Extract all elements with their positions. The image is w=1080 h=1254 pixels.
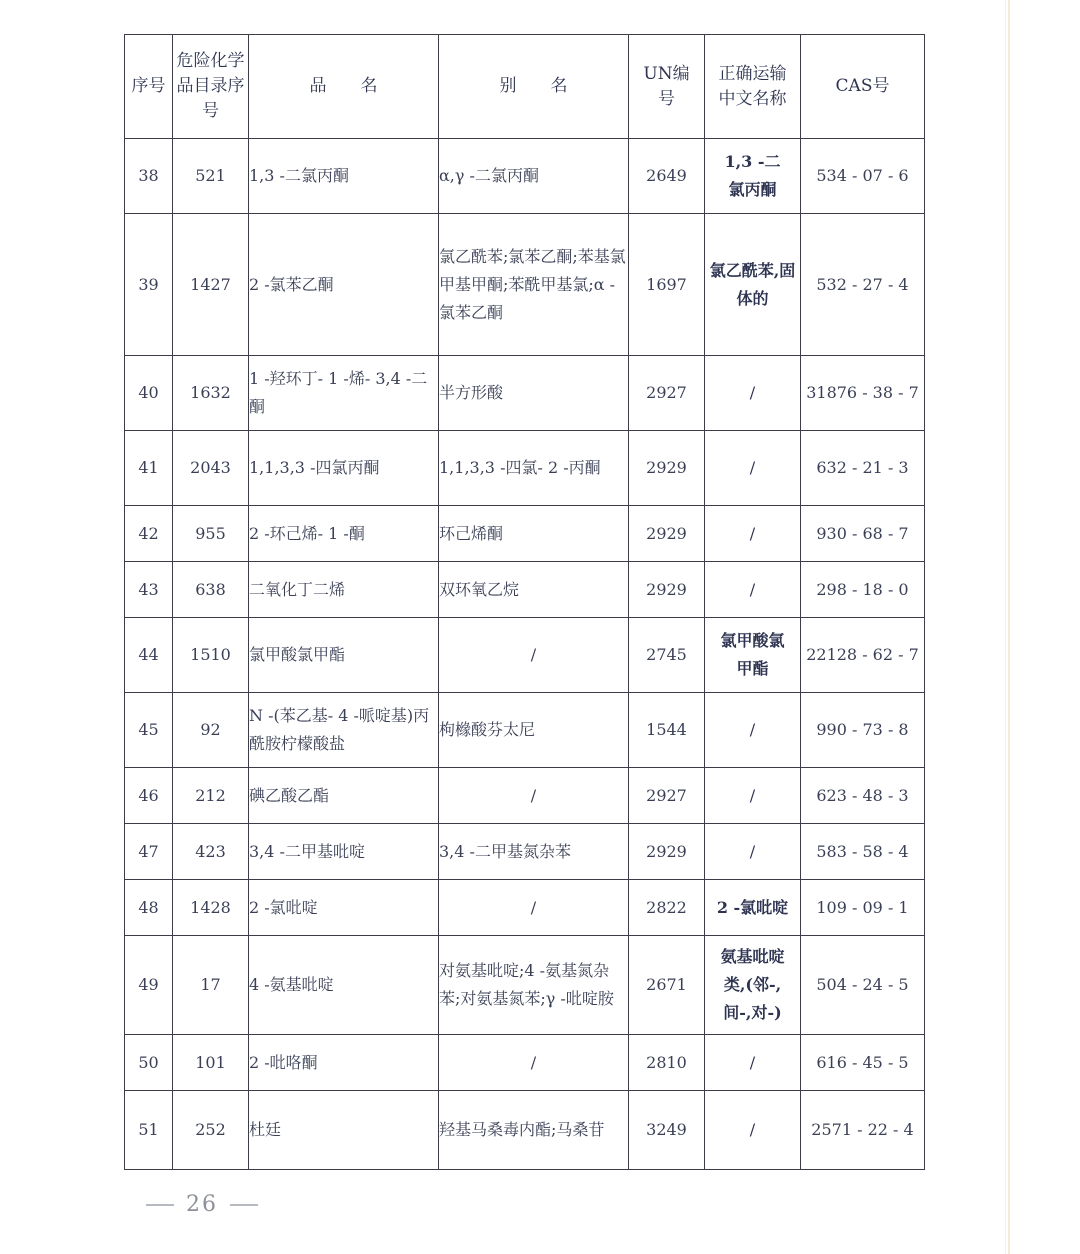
cell-un: 1697 — [629, 214, 705, 356]
cell-cas: 930 - 68 - 7 — [801, 506, 925, 562]
cell-seq: 49 — [125, 936, 173, 1035]
cell-alias: 半方形酸 — [439, 356, 629, 431]
cell-catalog: 2043 — [173, 431, 249, 506]
cell-name: 2 -吡咯酮 — [249, 1035, 439, 1091]
cell-catalog: 1510 — [173, 618, 249, 693]
cell-catalog: 92 — [173, 693, 249, 768]
cell-catalog: 521 — [173, 139, 249, 214]
cell-cas: 504 - 24 - 5 — [801, 936, 925, 1035]
cell-name: 二氧化丁二烯 — [249, 562, 439, 618]
cell-catalog: 423 — [173, 824, 249, 880]
cell-un: 2927 — [629, 356, 705, 431]
cell-seq: 45 — [125, 693, 173, 768]
cell-cas: 2571 - 22 - 4 — [801, 1091, 925, 1170]
cell-seq: 42 — [125, 506, 173, 562]
cell-cas: 534 - 07 - 6 — [801, 139, 925, 214]
cell-seq: 47 — [125, 824, 173, 880]
cell-un: 3249 — [629, 1091, 705, 1170]
cell-name: 4 -氨基吡啶 — [249, 936, 439, 1035]
table-row — [125, 214, 925, 356]
cell-catalog: 1427 — [173, 214, 249, 356]
cell-un: 2671 — [629, 936, 705, 1035]
header-shipping: 正确运输中文名称 — [705, 35, 801, 139]
header-alias: 别 名 — [439, 35, 629, 139]
cell-shipping: / — [705, 1035, 801, 1091]
table-row — [125, 936, 925, 1035]
cell-un: 2929 — [629, 506, 705, 562]
cell-catalog: 1428 — [173, 880, 249, 936]
cell-name: 1,3 -二氯丙酮 — [249, 139, 439, 214]
cell-catalog: 212 — [173, 768, 249, 824]
cell-alias: / — [439, 1035, 629, 1091]
cell-seq: 43 — [125, 562, 173, 618]
cell-name: 碘乙酸乙酯 — [249, 768, 439, 824]
cell-name: 1,1,3,3 -四氯丙酮 — [249, 431, 439, 506]
page-footer — [134, 1192, 270, 1217]
cell-catalog: 638 — [173, 562, 249, 618]
cell-cas: 532 - 27 - 4 — [801, 214, 925, 356]
cell-shipping: 2 -氯吡啶 — [705, 880, 801, 936]
cell-catalog: 1632 — [173, 356, 249, 431]
cell-shipping: / — [705, 824, 801, 880]
cell-alias: / — [439, 618, 629, 693]
cell-seq: 48 — [125, 880, 173, 936]
cell-alias: 3,4 -二甲基氮杂苯 — [439, 824, 629, 880]
cell-seq: 38 — [125, 139, 173, 214]
cell-un: 2810 — [629, 1035, 705, 1091]
cell-name: 2 -环己烯- 1 -酮 — [249, 506, 439, 562]
cell-cas: 298 - 18 - 0 — [801, 562, 925, 618]
cell-alias: 对氨基吡啶;4 -氨基氮杂苯;对氨基氮苯;γ -吡啶胺 — [439, 936, 629, 1035]
cell-alias: 氯乙酰苯;氯苯乙酮;苯基氯甲基甲酮;苯酰甲基氯;α -氯苯乙酮 — [439, 214, 629, 356]
cell-alias: / — [439, 768, 629, 824]
cell-shipping: / — [705, 506, 801, 562]
cell-name: N -(苯乙基- 4 -哌啶基)丙酰胺柠檬酸盐 — [249, 693, 439, 768]
cell-shipping: / — [705, 356, 801, 431]
table-row — [125, 824, 925, 880]
table-row — [125, 618, 925, 693]
cell-seq: 46 — [125, 768, 173, 824]
cell-un: 2822 — [629, 880, 705, 936]
header-seq: 序号 — [125, 35, 173, 139]
cell-catalog: 252 — [173, 1091, 249, 1170]
cell-cas: 22128 - 62 - 7 — [801, 618, 925, 693]
cell-name: 杜廷 — [249, 1091, 439, 1170]
cell-cas: 990 - 73 - 8 — [801, 693, 925, 768]
table-row — [125, 768, 925, 824]
cell-seq: 41 — [125, 431, 173, 506]
cell-name: 3,4 -二甲基吡啶 — [249, 824, 439, 880]
cell-catalog: 17 — [173, 936, 249, 1035]
cell-cas: 583 - 58 - 4 — [801, 824, 925, 880]
cell-shipping: 氯乙酰苯,固体的 — [705, 214, 801, 356]
cell-shipping: 1,3 -二氯丙酮 — [705, 139, 801, 214]
cell-name: 氯甲酸氯甲酯 — [249, 618, 439, 693]
cell-un: 2929 — [629, 824, 705, 880]
cell-shipping: / — [705, 768, 801, 824]
table-row — [125, 562, 925, 618]
cell-alias: 枸橼酸芬太尼 — [439, 693, 629, 768]
cell-cas: 623 - 48 - 3 — [801, 768, 925, 824]
table-row — [125, 693, 925, 768]
cell-seq: 40 — [125, 356, 173, 431]
cell-name: 1 -羟环丁- 1 -烯- 3,4 -二酮 — [249, 356, 439, 431]
cell-shipping: / — [705, 431, 801, 506]
cell-un: 2929 — [629, 562, 705, 618]
page-edge-shadow — [1005, 0, 1006, 1254]
table-row — [125, 1091, 925, 1170]
table-row — [125, 139, 925, 214]
footer-dash-right — [230, 1204, 258, 1206]
cell-un: 2649 — [629, 139, 705, 214]
table-row — [125, 431, 925, 506]
table-row — [125, 506, 925, 562]
header-un: UN编号 — [629, 35, 705, 139]
cell-seq: 44 — [125, 618, 173, 693]
cell-cas: 632 - 21 - 3 — [801, 431, 925, 506]
header-name: 品 名 — [249, 35, 439, 139]
cell-cas: 109 - 09 - 1 — [801, 880, 925, 936]
cell-catalog: 101 — [173, 1035, 249, 1091]
table-header-row — [125, 35, 925, 139]
page-edge — [1008, 0, 1010, 1254]
cell-shipping: / — [705, 562, 801, 618]
cell-alias: 双环氧乙烷 — [439, 562, 629, 618]
cell-shipping: 氨基吡啶类,(邻-,间-,对-) — [705, 936, 801, 1035]
cell-seq: 39 — [125, 214, 173, 356]
cell-alias: 羟基马桑毒内酯;马桑苷 — [439, 1091, 629, 1170]
cell-name: 2 -氯苯乙酮 — [249, 214, 439, 356]
cell-name: 2 -氯吡啶 — [249, 880, 439, 936]
cell-un: 2927 — [629, 768, 705, 824]
table-row — [125, 1035, 925, 1091]
cell-alias: 环己烯酮 — [439, 506, 629, 562]
cell-catalog: 955 — [173, 506, 249, 562]
page-number: 26 — [186, 1192, 218, 1217]
cell-alias: / — [439, 880, 629, 936]
cell-cas: 31876 - 38 - 7 — [801, 356, 925, 431]
cell-shipping: / — [705, 693, 801, 768]
cell-alias: α,γ -二氯丙酮 — [439, 139, 629, 214]
footer-dash-left — [146, 1204, 174, 1206]
table-row — [125, 880, 925, 936]
header-cas: CAS号 — [801, 35, 925, 139]
hazardous-chemicals-table — [124, 34, 925, 1170]
cell-shipping: 氯甲酸氯甲酯 — [705, 618, 801, 693]
cell-alias: 1,1,3,3 -四氯- 2 -丙酮 — [439, 431, 629, 506]
cell-un: 2745 — [629, 618, 705, 693]
cell-un: 2929 — [629, 431, 705, 506]
table-row — [125, 356, 925, 431]
cell-seq: 50 — [125, 1035, 173, 1091]
cell-seq: 51 — [125, 1091, 173, 1170]
header-catalog: 危险化学品目录序号 — [173, 35, 249, 139]
cell-un: 1544 — [629, 693, 705, 768]
cell-shipping: / — [705, 1091, 801, 1170]
cell-cas: 616 - 45 - 5 — [801, 1035, 925, 1091]
